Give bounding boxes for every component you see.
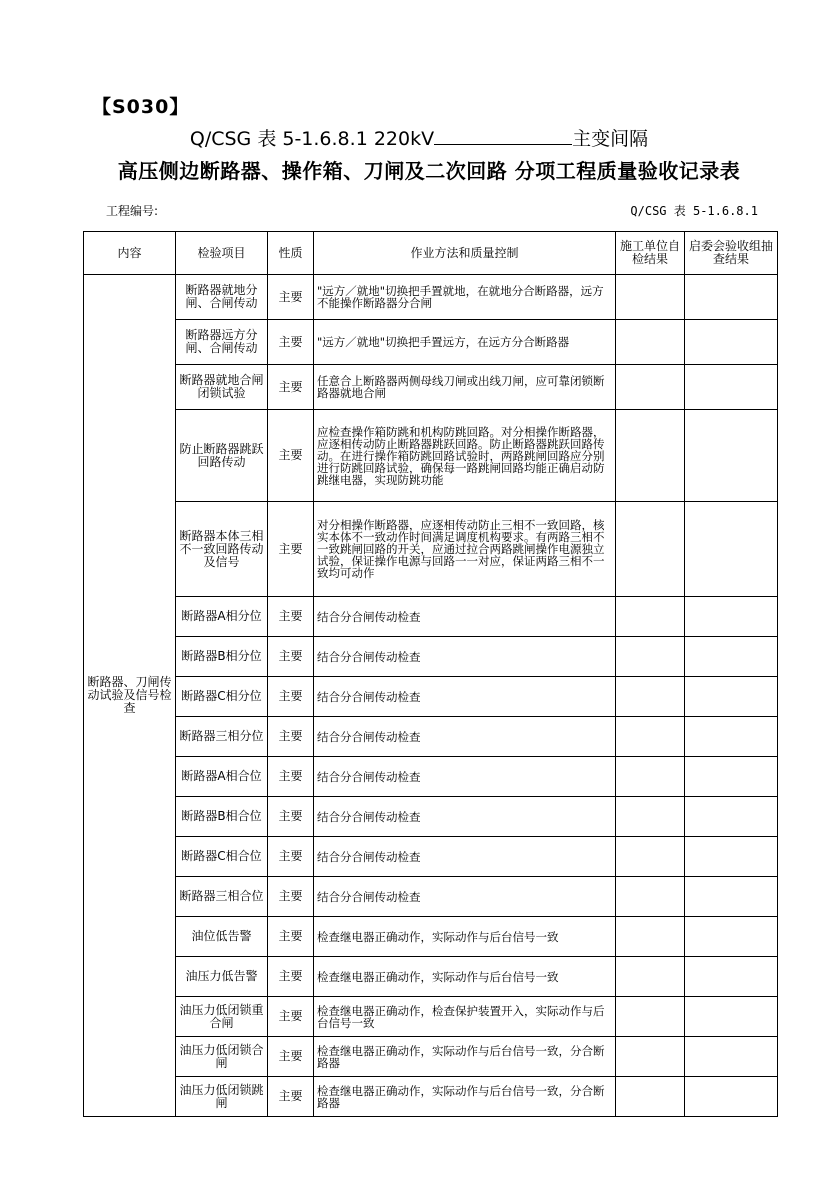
construction-result-cell <box>616 275 685 320</box>
item-cell: 断路器三相分位 <box>176 717 268 757</box>
header-construction-result: 施工单位自检结果 <box>616 232 685 275</box>
nature-cell: 主要 <box>268 1037 314 1077</box>
item-cell: 防止断路器跳跃回路传动 <box>176 410 268 502</box>
nature-cell: 主要 <box>268 717 314 757</box>
committee-result-cell <box>685 677 778 717</box>
committee-result-cell <box>685 837 778 877</box>
method-cell: 检查继电器正确动作，实际动作与后台信号一致 <box>314 957 616 997</box>
item-cell: 断路器B相分位 <box>176 637 268 677</box>
construction-result-cell <box>616 410 685 502</box>
method-cell: 结合分合闸传动检查 <box>314 837 616 877</box>
table-row <box>84 957 778 997</box>
committee-result-cell <box>685 1077 778 1117</box>
title-blank-underline <box>434 126 572 145</box>
table-row <box>84 365 778 410</box>
construction-result-cell <box>616 877 685 917</box>
method-cell: "远方／就地"切换把手置远方，在远方分合断路器 <box>314 320 616 365</box>
table-row <box>84 320 778 365</box>
method-cell: 应检查操作箱防跳和机构防跳回路。对分相操作断路器，应逐相传动防止断路器跳跃回路。防止断路器跳跃回路传动。在进行操作箱防跳回路试验时，两路跳闸回路应分别进行防跳回路试验，确保每一路跳闸回路均能正确启动防跳继电器，实现防跳功能 <box>314 410 616 502</box>
header-nature: 性质 <box>268 232 314 275</box>
table-row <box>84 597 778 637</box>
table-row <box>84 1077 778 1117</box>
item-cell: 油压力低告警 <box>176 957 268 997</box>
committee-result-cell <box>685 717 778 757</box>
method-cell: 结合分合闸传动检查 <box>314 797 616 837</box>
nature-cell: 主要 <box>268 320 314 365</box>
nature-cell: 主要 <box>268 957 314 997</box>
item-cell: 油压力低闭锁合闸 <box>176 1037 268 1077</box>
table-header-row <box>84 232 778 275</box>
item-cell: 断路器就地分闸、合闸传动 <box>176 275 268 320</box>
item-cell: 断路器A相分位 <box>176 597 268 637</box>
nature-cell: 主要 <box>268 837 314 877</box>
table-row <box>84 1037 778 1077</box>
method-cell: 检查继电器正确动作，实际动作与后台信号一致，分合断路器 <box>314 1077 616 1117</box>
table-row <box>84 275 778 320</box>
item-cell: 断路器C相合位 <box>176 837 268 877</box>
construction-result-cell <box>616 1077 685 1117</box>
method-cell: 对分相操作断路器，应逐相传动防止三相不一致回路，核实本体不一致动作时间满足调度机构要求。有两路三相不一致跳闸回路的开关，应通过拉合两路跳闸操作电源独立试验，保证操作电源与回路一一对应，保证两路三相不一致均可动作 <box>314 502 616 597</box>
inspection-table <box>83 231 778 1117</box>
committee-result-cell <box>685 275 778 320</box>
committee-result-cell <box>685 917 778 957</box>
construction-result-cell <box>616 677 685 717</box>
title-line-1-prefix: Q/CSG 表 5-1.6.8.1 220kV <box>189 128 435 150</box>
table-row <box>84 757 778 797</box>
construction-result-cell <box>616 597 685 637</box>
title-line-1-suffix: 主变间隔 <box>572 128 649 150</box>
construction-result-cell <box>616 365 685 410</box>
item-cell: 断路器就地合闸闭锁试验 <box>176 365 268 410</box>
header-committee-result: 启委会验收组抽查结果 <box>685 232 778 275</box>
item-cell: 断路器A相合位 <box>176 757 268 797</box>
nature-cell: 主要 <box>268 365 314 410</box>
title-line-1 <box>0 124 838 151</box>
table-row <box>84 677 778 717</box>
construction-result-cell <box>616 997 685 1037</box>
committee-result-cell <box>685 1037 778 1077</box>
nature-cell: 主要 <box>268 410 314 502</box>
construction-result-cell <box>616 637 685 677</box>
committee-result-cell <box>685 957 778 997</box>
nature-cell: 主要 <box>268 275 314 320</box>
committee-result-cell <box>685 320 778 365</box>
nature-cell: 主要 <box>268 997 314 1037</box>
table-row <box>84 637 778 677</box>
construction-result-cell <box>616 957 685 997</box>
item-cell: 油压力低闭锁跳闸 <box>176 1077 268 1117</box>
nature-cell: 主要 <box>268 597 314 637</box>
nature-cell: 主要 <box>268 757 314 797</box>
category-cell: 断路器、刀闸传动试验及信号检查 <box>84 275 176 1117</box>
header-method: 作业方法和质量控制 <box>314 232 616 275</box>
table-row <box>84 797 778 837</box>
construction-result-cell <box>616 917 685 957</box>
method-cell: 检查继电器正确动作，实际动作与后台信号一致，分合断路器 <box>314 1037 616 1077</box>
nature-cell: 主要 <box>268 502 314 597</box>
header-item: 检验项目 <box>176 232 268 275</box>
nature-cell: 主要 <box>268 637 314 677</box>
method-cell: 检查继电器正确动作，实际动作与后台信号一致 <box>314 917 616 957</box>
table-row <box>84 502 778 597</box>
committee-result-cell <box>685 997 778 1037</box>
method-cell: 检查继电器正确动作，检查保护装置开入，实际动作与后台信号一致 <box>314 997 616 1037</box>
committee-result-cell <box>685 637 778 677</box>
nature-cell: 主要 <box>268 1077 314 1117</box>
method-cell: 结合分合闸传动检查 <box>314 637 616 677</box>
committee-result-cell <box>685 365 778 410</box>
table-row <box>84 877 778 917</box>
record-code: 【S030】 <box>92 96 190 118</box>
title-line-2: 高压侧边断路器、操作箱、刀闸及二次回路 分项工程质量验收记录表 <box>117 159 741 183</box>
construction-result-cell <box>616 502 685 597</box>
nature-cell: 主要 <box>268 797 314 837</box>
construction-result-cell <box>616 320 685 365</box>
committee-result-cell <box>685 797 778 837</box>
item-cell: 断路器B相合位 <box>176 797 268 837</box>
method-cell: 结合分合闸传动检查 <box>314 677 616 717</box>
item-cell: 断路器三相合位 <box>176 877 268 917</box>
committee-result-cell <box>685 597 778 637</box>
table-row <box>84 917 778 957</box>
item-cell: 油位低告警 <box>176 917 268 957</box>
method-cell: "远方／就地"切换把手置就地，在就地分合断路器，远方不能操作断路器分合闸 <box>314 275 616 320</box>
item-cell: 断路器C相分位 <box>176 677 268 717</box>
item-cell: 断路器远方分闸、合闸传动 <box>176 320 268 365</box>
committee-result-cell <box>685 502 778 597</box>
method-cell: 任意合上断路器两侧母线刀闸或出线刀闸，应可靠闭锁断路器就地合闸 <box>314 365 616 410</box>
method-cell: 结合分合闸传动检查 <box>314 717 616 757</box>
header-content: 内容 <box>84 232 176 275</box>
item-cell: 油压力低闭锁重合闸 <box>176 997 268 1037</box>
table-row <box>84 837 778 877</box>
table-row <box>84 997 778 1037</box>
committee-result-cell <box>685 757 778 797</box>
table-row <box>84 410 778 502</box>
committee-result-cell <box>685 877 778 917</box>
method-cell: 结合分合闸传动检查 <box>314 877 616 917</box>
form-number: Q/CSG 表 5-1.6.8.1 <box>630 204 758 218</box>
table-row <box>84 717 778 757</box>
construction-result-cell <box>616 757 685 797</box>
nature-cell: 主要 <box>268 677 314 717</box>
construction-result-cell <box>616 717 685 757</box>
nature-cell: 主要 <box>268 877 314 917</box>
item-cell: 断路器本体三相不一致回路传动及信号 <box>176 502 268 597</box>
method-cell: 结合分合闸传动检查 <box>314 757 616 797</box>
project-number-label: 工程编号: <box>106 204 159 218</box>
construction-result-cell <box>616 1037 685 1077</box>
nature-cell: 主要 <box>268 917 314 957</box>
construction-result-cell <box>616 797 685 837</box>
committee-result-cell <box>685 410 778 502</box>
construction-result-cell <box>616 837 685 877</box>
method-cell: 结合分合闸传动检查 <box>314 597 616 637</box>
